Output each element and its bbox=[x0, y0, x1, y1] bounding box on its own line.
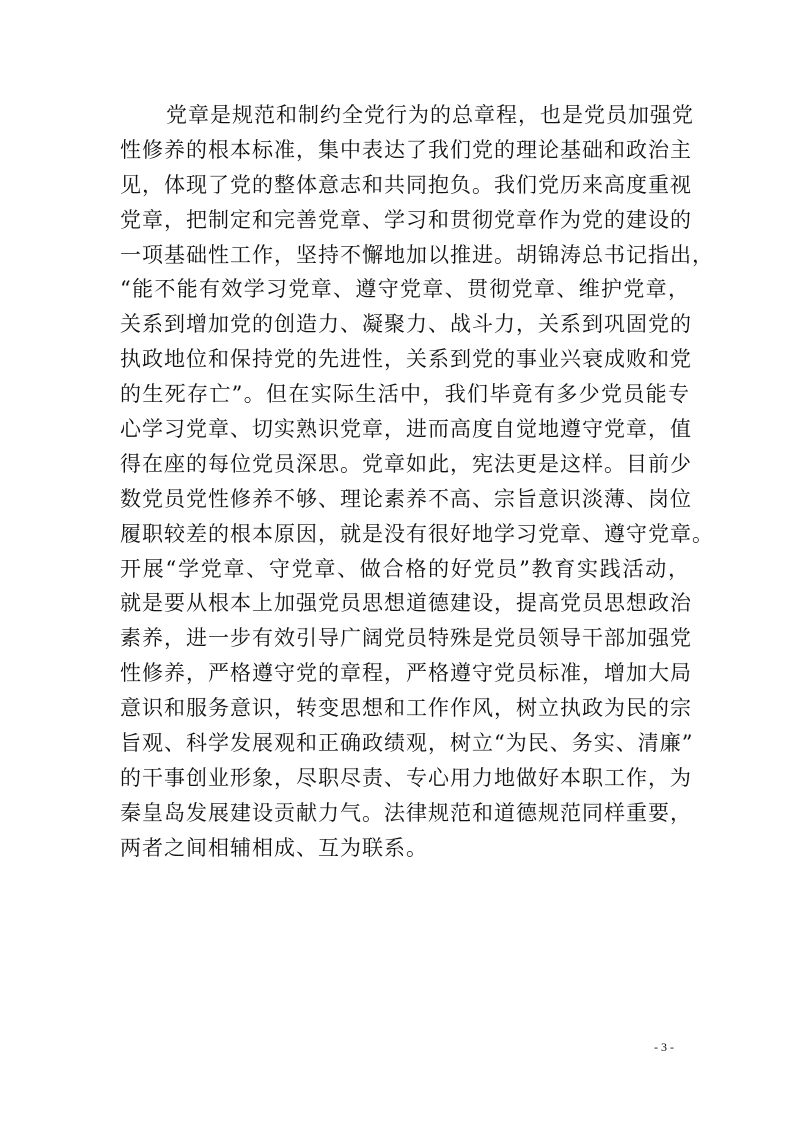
paragraph-line: 一项基础性工作，坚持不懈地加以推进。胡锦涛总书记指出， bbox=[120, 242, 714, 267]
paragraph-line: 得在座的每位党员深思。党章如此，宪法更是这样。目前少 bbox=[120, 451, 692, 476]
paragraph-line: 旨观、科学发展观和正确政绩观，树立“为民、务实、清廉” bbox=[120, 731, 694, 756]
paragraph-line: 党章，把制定和完善党章、学习和贯彻党章作为党的建设的 bbox=[120, 207, 692, 232]
paragraph-line: 心学习党章、切实熟识党章，进而高度自觉地遵守党章，值 bbox=[120, 417, 692, 442]
paragraph-line: 秦皇岛发展建设贡献力气。法律规范和道德规范同样重要， bbox=[120, 800, 692, 825]
paragraph-line: 数党员党性修养不够、理论素养不高、宗旨意识淡薄、岗位 bbox=[120, 486, 692, 511]
paragraph-line: 见，体现了党的整体意志和共同抱负。我们党历来高度重视 bbox=[120, 172, 692, 197]
paragraph-line: 性修养，严格遵守党的章程，严格遵守党员标准，增加大局 bbox=[120, 661, 692, 686]
paragraph-line: 的干事创业形象，尽职尽责、专心用力地做好本职工作，为 bbox=[120, 765, 692, 790]
paragraph-line: 关系到增加党的创造力、凝聚力、战斗力，关系到巩固党的 bbox=[120, 312, 692, 337]
paragraph-line: 意识和服务意识，转变思想和工作作风，树立执政为民的宗 bbox=[120, 696, 692, 721]
paragraph-line: 的生死存亡”。但在实际生活中，我们毕竟有多少党员能专 bbox=[120, 382, 690, 407]
paragraph-line: 两者之间相辅相成、互为联系。 bbox=[120, 835, 428, 860]
paragraph-line: 就是要从根本上加强党员思想道德建设，提高党员思想政治 bbox=[120, 591, 692, 616]
paragraph-line: 执政地位和保持党的先进性，关系到党的事业兴衰成败和党 bbox=[120, 347, 692, 372]
paragraph-line: 党章是规范和制约全党行为的总章程，也是党员加强党 bbox=[166, 103, 694, 127]
paragraph-line: 履职较差的根本原因，就是没有很好地学习党章、遵守党章。 bbox=[120, 521, 714, 546]
body-paragraph bbox=[120, 98, 714, 866]
paragraph-line: 开展“学党章、守党章、做合格的好党员”教育实践活动， bbox=[120, 556, 690, 581]
page-number: - 3 - bbox=[654, 1040, 674, 1054]
paragraph-line: 性修养的根本标准，集中表达了我们党的理论基础和政治主 bbox=[120, 137, 692, 162]
paragraph-line: “能不能有效学习党章、遵守党章、贯彻党章、维护党章， bbox=[120, 277, 690, 302]
paragraph-line: 素养，进一步有效引导广阔党员特殊是党员领导干部加强党 bbox=[120, 626, 692, 651]
